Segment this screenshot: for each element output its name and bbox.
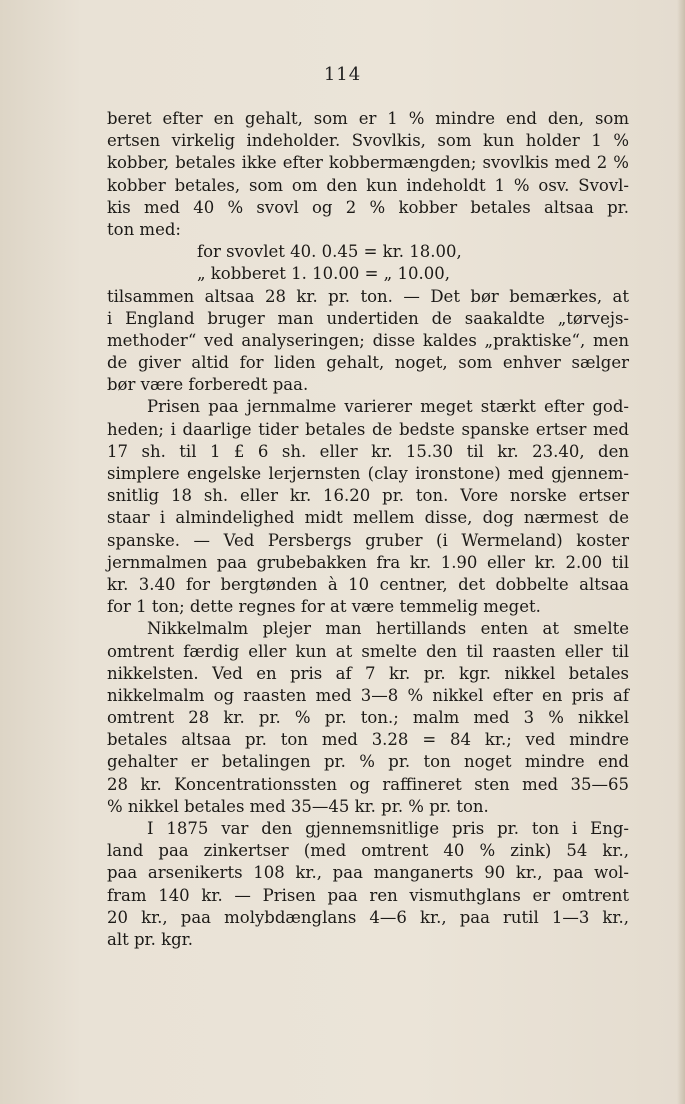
text-line: staar i almindelighed midt mellem disse, dog nærmest de	[107, 508, 629, 528]
text-line: snitlig 18 sh. eller kr. 16.20 pr. ton. Vore norske ertser	[107, 486, 629, 506]
text-line: omtrent 28 kr. pr. % pr. ton.; malm med 3 % nikkel	[107, 708, 629, 728]
text-line: 28 kr. Koncentrationssten og raffineret sten med 35—65	[107, 774, 629, 794]
text-line: kobber, betales ikke efter kobbermængden; svovlkis med 2 %	[107, 153, 629, 173]
text-line: de giver altid for liden gehalt, noget, som enhver sælger	[107, 353, 629, 373]
calculation-line: for svovlet 40. 0.45 = kr. 18.00,	[197, 242, 462, 262]
text-line: kr. 3.40 for bergtønden à 10 centner, det dobbelte altsaa	[107, 574, 629, 594]
text-line: jernmalmen paa grubebakken fra kr. 1.90 eller kr. 2.00 til	[107, 552, 629, 572]
text-line: 20 kr., paa molybdænglans 4—6 kr., paa rutil 1—3 kr.,	[107, 907, 629, 927]
text-line: beret efter en gehalt, som er 1 % mindre end den, som	[107, 109, 629, 128]
text-line: bør være forberedt paa.	[107, 375, 309, 395]
text-line: spanske. — Ved Persbergs gruber (i Wermeland) koster	[107, 530, 629, 550]
paragraph-start-line: Prisen paa jernmalme varierer meget stærkt efter god-	[147, 397, 629, 417]
text-line: land paa zinkertser (med omtrent 40 % zink) 54 kr.,	[107, 841, 629, 861]
text-line: ton med:	[107, 219, 181, 239]
text-line: kobber betales, som om den kun indeholdt 1 % osv. Svovl-	[107, 175, 629, 195]
page-number: 114	[323, 64, 362, 85]
text-line: 17 sh. til 1 £ 6 sh. eller kr. 15.30 til kr. 23.40, den	[107, 441, 629, 461]
text-line: ertsen virkelig indeholder. Svovlkis, som kun holder 1 %	[107, 131, 629, 151]
text-line: tilsammen altsaa 28 kr. pr. ton. — Det bør bemærkes, at	[107, 286, 629, 306]
page-body-text	[107, 108, 629, 951]
text-line: fram 140 kr. — Prisen paa ren vismuthglans er omtrent	[107, 885, 629, 905]
text-line: nikkelsten. Ved en pris af 7 kr. pr. kgr. nikkel betales	[107, 663, 629, 683]
text-line: % nikkel betales med 35—45 kr. pr. % pr. ton.	[107, 796, 489, 816]
text-line: simplere engelske lerjernsten (clay ironstone) med gjennem-	[107, 464, 629, 483]
text-line: kis med 40 % svovl og 2 % kobber betales altsaa pr.	[107, 197, 629, 217]
text-line: methoder“ ved analyseringen; disse kaldes „praktiske“, men	[107, 330, 629, 350]
text-line: for 1 ton; dette regnes for at være temmelig meget.	[107, 597, 541, 617]
paragraph-start-line: I 1875 var den gjennemsnitlige pris pr. ton i Eng-	[147, 819, 629, 838]
text-line: nikkelmalm og raasten med 3—8 % nikkel efter en pris af	[107, 685, 629, 705]
text-line: omtrent færdig eller kun at smelte den til raasten eller til	[107, 641, 629, 661]
text-line: betales altsaa pr. ton med 3.28 = 84 kr.; ved mindre	[107, 730, 629, 750]
text-line: paa arsenikerts 108 kr., paa manganerts 90 kr., paa wol-	[107, 863, 629, 883]
text-line: gehalter er betalingen pr. % pr. ton noget mindre end	[107, 752, 629, 772]
text-line: i England bruger man undertiden de saakaldte „tørvejs-	[107, 308, 629, 328]
text-line: heden; i daarlige tider betales de bedste spanske ertser med	[107, 419, 629, 439]
paragraph-start-line: Nikkelmalm plejer man hertillands enten at smelte	[147, 619, 629, 639]
text-line: alt pr. kgr.	[107, 929, 193, 949]
calculation-line: „ kobberet 1. 10.00 = „ 10.00,	[197, 264, 450, 284]
